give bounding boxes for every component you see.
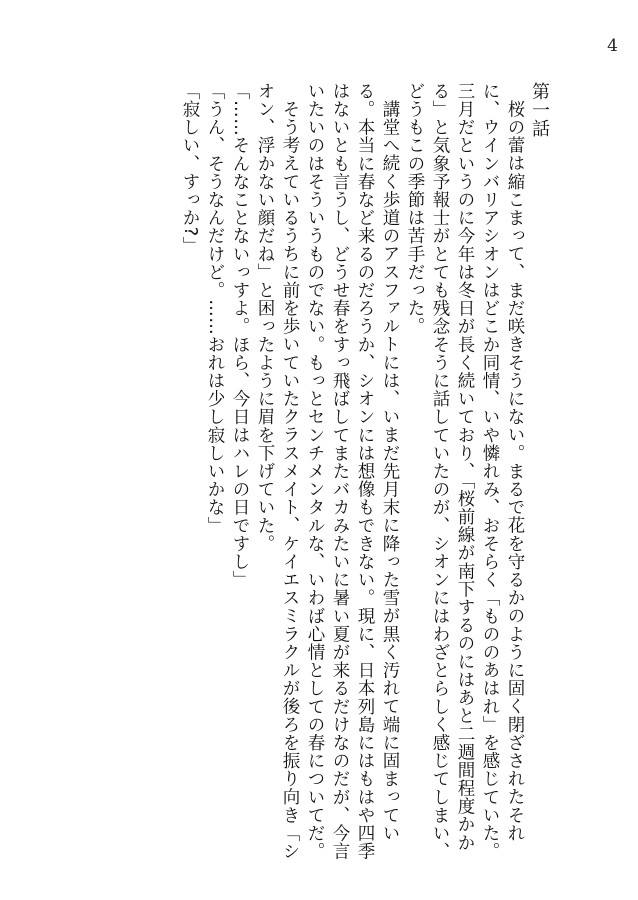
page-number: 4 xyxy=(607,36,618,56)
paragraph-3: そう考えているうちに前を歩いていたクラスメイト、ケイエスミラクルが後ろを振り向き「シオン、浮かない顔だね」と困ったように眉を下げていた。 xyxy=(255,82,300,860)
dialogue-line-3: 「寂しい、すっか?」 xyxy=(180,82,200,255)
vertical-text-body xyxy=(177,82,552,872)
paragraph-2: 講堂へ続く歩道のアスファルトには、いまだ先月末に降った雪が黒く汚れて端に固まっている。本当に春など来るのだろうか、シオンには想像もできない。現に、日本列島にはもはや四季はないとも言うし、どうせ春をすっ飛ばしてまたバカみたいに暑い夏が来るだけなのだが、今言いたいのはそういうものでない。もっとセンチメンタルな、いわば心情としての春についてだ。 xyxy=(305,82,400,861)
dialogue-line-2: 「うん、そうなんだけど。……おれは少し寂しいかな」 xyxy=(205,82,225,535)
chapter-title: 第一話 xyxy=(529,82,550,138)
paragraph-1: 桜の蕾は縮こまって、まだ咲きそうにない。まるで花を守るかのように固く閉ざされたそれに、ウインバリアシオンはどこか同情、いや憐れみ、おそらく「もののあはれ」を感じていた。三月だというのに今年は冬日が長く続いており、「桜前線が南下するのにはあと二週間程度かかる」と気象予報士がとても残念そうに話していたのが、シオンにはわざとらしく感じてしまい、どうもこの季節は苦手だった。 xyxy=(405,82,525,861)
dialogue-line-1: 「……そんなことないっすよ。ほら、今日はハレの日ですし」 xyxy=(230,82,250,589)
